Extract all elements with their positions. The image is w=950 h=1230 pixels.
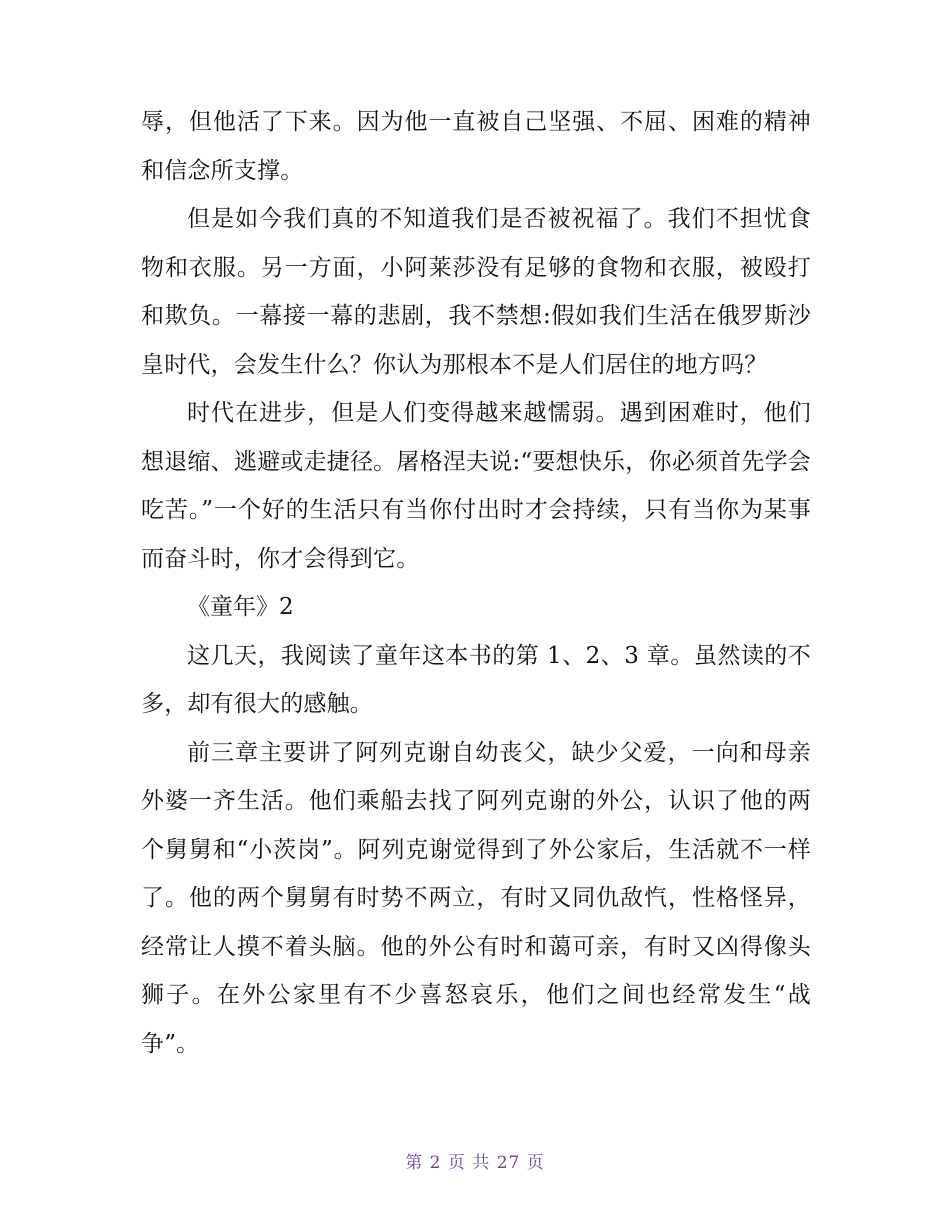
- section-title: 《童年》2: [187, 594, 294, 620]
- page-number-footer: 第 2 页 共 27 页: [405, 1153, 545, 1173]
- paragraph-5: 前三章主要讲了阿列克谢自幼丧父，缺少父爱，一向和母亲外婆一齐生活。他们乘船去找了阿列克谢的外公，认识了他的两个舅舅和“小茨岗”。阿列克谢觉得到了外公家后，生活就不一样了。他的两个舅舅有时势不两立，有时又同仇敌忾，性格怪异，经常让人摸不着头脑。他的外公有时和蔼可亲，有时又凶得像头狮子。在外公家里有不少喜怒哀乐，他们之间也经常发生“战争”。: [141, 739, 811, 1057]
- paragraph-3: 时代在进步，但是人们变得越来越懦弱。遇到困难时，他们想退缩、逃避或走捷径。屠格涅夫说:“要想快乐，你必须首先学会吃苦。”一个好的生活只有当你付出时才会持续，只有当你为某事而奋斗时，你才会得到它。: [141, 400, 811, 572]
- paragraph-1: 辱，但他活了下来。因为他一直被自己坚强、不屈、困难的精神和信念所支撑。: [141, 109, 811, 184]
- document-body: [141, 98, 811, 1068]
- paragraph-4: 这几天，我阅读了童年这本书的第 1、2、3 章。虽然读的不多，却有很大的感触。: [141, 642, 811, 717]
- paragraph-2: 但是如今我们真的不知道我们是否被祝福了。我们不担忧食物和衣服。另一方面，小阿莱莎没有足够的食物和衣服，被殴打和欺负。一幕接一幕的悲剧，我不禁想:假如我们生活在俄罗斯沙皇时代，会发生什么？你认为那根本不是人们居住的地方吗？: [141, 206, 811, 378]
